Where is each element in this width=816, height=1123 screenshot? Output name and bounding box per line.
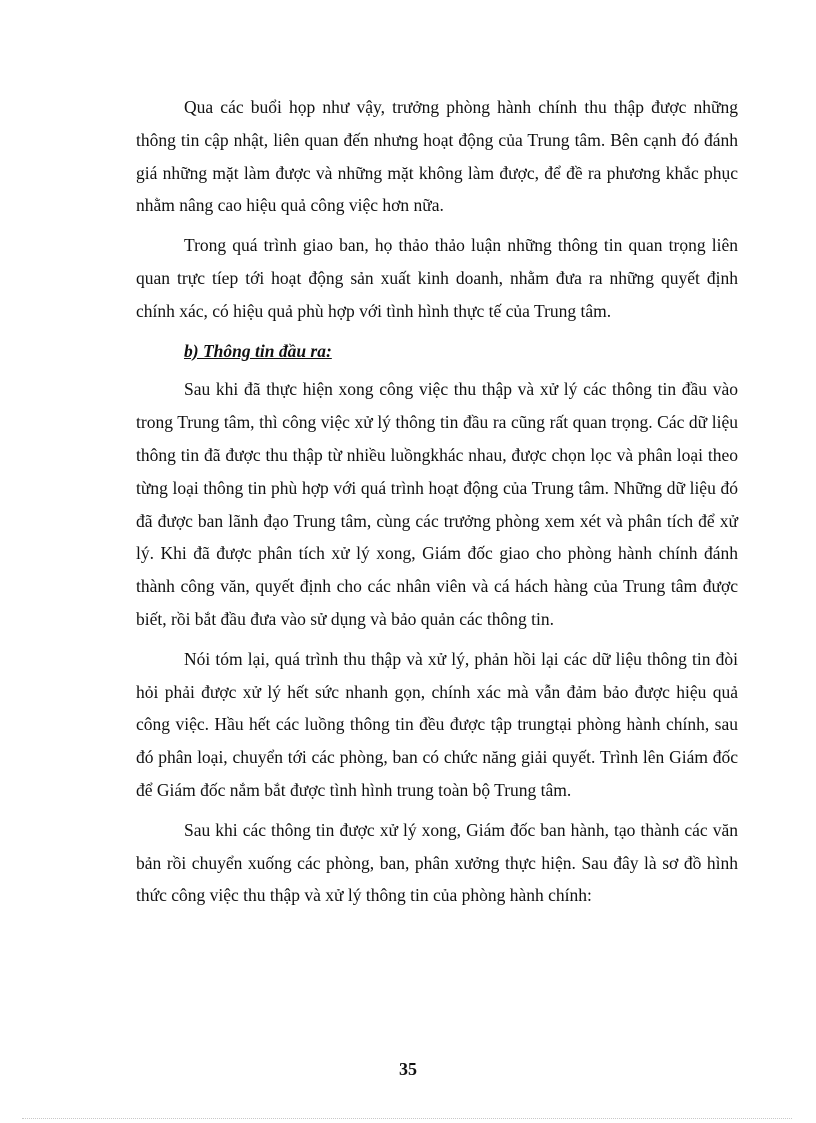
paragraph-summary: Nói tóm lại, quá trình thu thập và xử lý, phản hồi lại các dữ liệu thông tin đòi hỏi phải được xử lý hết sức nhanh gọn, chính xác mà vẫn đảm bảo được hiệu quả công việc. Hầu hết các luồng thông tin đều được tập trungtại phòng hành chính, sau đó phân loại, chuyển tới các phòng, ban có chức năng giải quyết. Trình lên Giám đốc để Giám đốc nắm bắt được tình hình trung toàn bộ Trung tâm. bbox=[136, 648, 738, 800]
section-heading-output-info: b) Thông tin đầu ra: bbox=[184, 340, 332, 361]
paragraph-diagram-intro: Sau khi các thông tin được xử lý xong, Giám đốc ban hành, tạo thành các văn bản rồi chuyển xuống các phòng, ban, phân xưởng thực hiện. Sau đây là sơ đồ hình thức công việc thu thập và xử lý thông tin của phòng hành chính: bbox=[136, 819, 738, 906]
paragraph-output-processing: Sau khi đã thực hiện xong công việc thu thập và xử lý các thông tin đầu vào trong Trung tâm, thì công việc xử lý thông tin đầu ra cũng rất quan trọng. Các dữ liệu thông tin đã được thu thập từ nhiều luồngkhác nhau, được chọn lọc và phân loại theo từng loại thông tin phù hợp với quá trình hoạt động của Trung tâm. Những dữ liệu đó đã được ban lãnh đạo Trung tâm, cùng các trưởng phòng xem xét và phân tích để xử lý. Khi đã được phân tích xử lý xong, Giám đốc giao cho phòng hành chính đánh thành công văn, quyết định cho các nhân viên và cá hách hàng của Trung tâm được biết, rồi bắt đầu đưa vào sử dụng và bảo quản các thông tin. bbox=[136, 379, 738, 629]
paragraph-meetings: Qua các buổi họp như vậy, trưởng phòng hành chính thu thập được những thông tin cập nhật, liên quan đến nhưng hoạt động của Trung tâm. Bên cạnh đó đánh giá những mặt làm được và những mặt không làm được, để đề ra phương khắc phục nhằm nâng cao hiệu quả công việc hơn nữa. bbox=[136, 97, 738, 216]
paragraph-briefing: Trong quá trình giao ban, họ thảo thảo luận những thông tin quan trọng liên quan trực tíep tới hoạt động sản xuất kinh doanh, nhằm đưa ra những quyết định chính xác, có hiệu quả phù hợp với tình hình thực tế của Trung tâm. bbox=[136, 235, 738, 321]
page-body bbox=[136, 91, 738, 912]
page-number: 35 bbox=[399, 1059, 417, 1079]
footer-divider bbox=[22, 1118, 792, 1119]
